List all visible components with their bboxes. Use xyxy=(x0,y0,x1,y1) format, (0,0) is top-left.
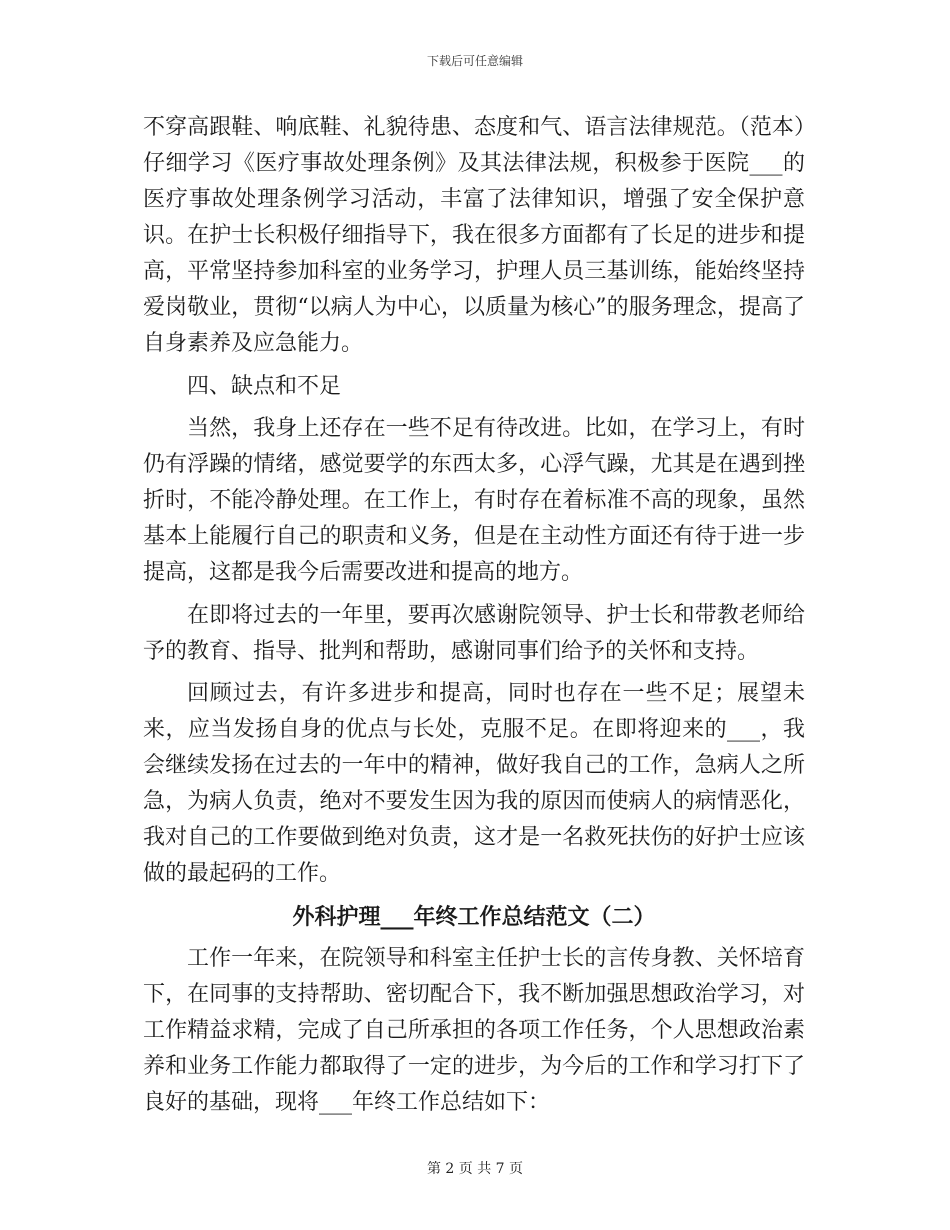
document-body xyxy=(143,110,805,1128)
section-title-shortcomings: 四、缺点和不足 xyxy=(187,373,342,399)
paragraph-3: 当然，我身上还存在一些不足有待改进。比如，在学习上，有时仍有浮躁的情绪，感觉要学的东西太多，心浮气躁，尤其是在遇到挫折时，不能冷静处理。在工作上，有时存在着标准不高的现象，虽然基本上能履行自己的职责和义务，但是在主动性方面还有待于进一步提高，这都是我今后需要改进和提高的地方。 xyxy=(143,416,805,585)
paragraph-6: 工作一年来，在院领导和科室主任护士长的言传身教、关怀培育下，在同事的支持帮助、密切配合下，我不断加强思想政治学习，对工作精益求精，完成了自己所承担的各项工作任务，个人思想政治素养和业务工作能力都取得了一定的进步，为今后的工作和学习打下了良好的基础，现将___年终工作总结如下： xyxy=(143,946,805,1115)
page-number-footer: 第 2 页 共 7 页 xyxy=(426,1161,524,1177)
page-header-note: 下载后可任意编辑 xyxy=(426,54,523,68)
article-heading: 外科护理___年终工作总结范文（二） xyxy=(292,903,656,930)
paragraph-4: 在即将过去的一年里，要再次感谢院领导、护士长和带教老师给予的教育、指导、批判和帮助，感谢同事们给予的关怀和支持。 xyxy=(143,602,805,664)
paragraph-1: 不穿高跟鞋、响底鞋、礼貌待患、态度和气、语言法律规范。（范本）仔细学习《医疗事故处理条例》及其法律法规，积极参于医院___的医疗事故处理条例学习活动，丰富了法律知识，增强了安全保护意识。在护士长积极仔细指导下，我在很多方面都有了长足的进步和提高，平常坚持参加科室的业务学习，护理人员三基训练，能始终坚持爱岗敬业，贯彻“以病人为中心，以质量为核心”的服务理念，提高了自身素养及应急能力。 xyxy=(143,115,805,356)
paragraph-5: 回顾过去，有许多进步和提高，同时也存在一些不足；展望未来，应当发扬自身的优点与长处，克服不足。在即将迎来的___，我会继续发扬在过去的一年中的精神，做好我自己的工作，急病人之所急，为病人负责，绝对不要发生因为我的原因而使病人的病情恶化，我对自己的工作要做到绝对负责，这才是一名救死扶伤的好护士应该做的最起码的工作。 xyxy=(143,681,805,886)
